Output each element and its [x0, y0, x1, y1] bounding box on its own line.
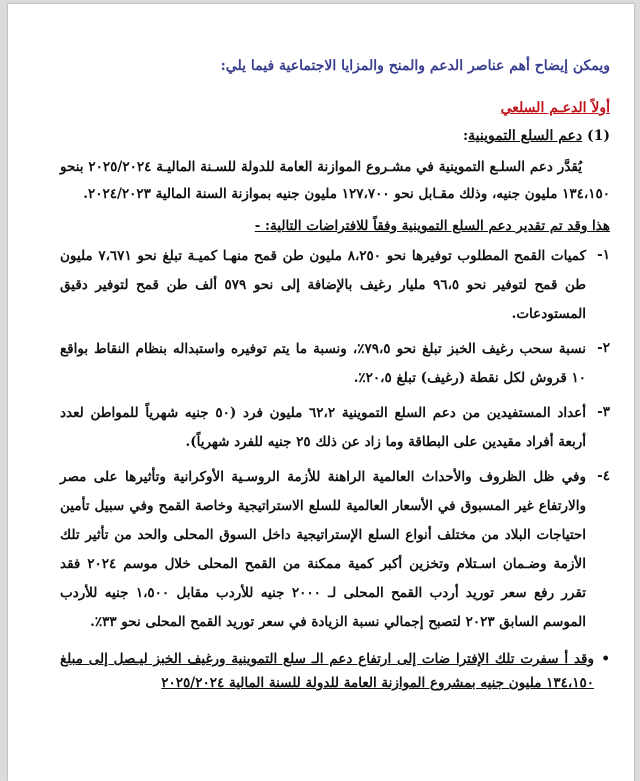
paragraph-subsidy-estimate: يُقدَّر دعم السلـع التموينية في مشـروع الموازنة العامة للدولة للسـنة الماليـة ٢٠٢٥/٢٠٢٤ بنحو ١٣٤،١٥٠ مليون جنيه، وذلك مقـابل نحو ١٢٧،٧٠٠ مليون جنيه بموازنة السنة المالية ٢٠٢٤/٢٠٢٣. — [60, 159, 610, 202]
list-item-text: نسبة سحب رغيف الخبز تبلغ نحو ٧٩،٥٪، ونسبة ما يتم توفيره واستبداله بنظام النقاط بواقع ١٠ قروش لكل نقطة (رغيف) تبلغ ٢٠،٥٪. — [60, 341, 586, 386]
intro-line: ويمكن إيضاح أهم عناصر الدعم والمنح والمزايا الاجتماعية فيما يلي: — [220, 58, 610, 74]
subsection-heading — [60, 128, 610, 144]
document-body — [60, 58, 610, 695]
subsection-colon: : — [463, 128, 469, 144]
assumptions-heading: هذا وقد تم تقدير دعم السلع التموينية وفقاً للافتراضات التالية: - — [254, 218, 610, 234]
list-item-text: أعداد المستفيدين من دعم السلع التموينية ٦٢،٢ مليون فرد (٥٠ جنيه شهرياً للمواطن لعدد أربعة أفراد مقيدين على البطاقة وما زاد عن ذلك ٢٥ جنيه للفرد شهرياً). — [60, 405, 586, 450]
list-item — [60, 399, 610, 457]
list-item-text: وفي ظل الظروف والأحداث العالمية الراهنة للأزمة الروسـية الأوكرانية وتأثيرها على مصر والارتفاع غير المسبوق في الأسعار العالمية للسلع الاستراتيجية وخاصة القمح وفي سبيل تأمين احتياجات البلاد من مختلف أنواع السلع الإستراتيجية داخل السوق المحلى والحد من تأثير تلك الأزمة وضـمان اسـتلام وتخزين أكبر كمية ممكنة من القمح المحلى خلال موسم ٢٠٢٤ فقد تقرر رفع سعر توريد أردب القمح المحلى لـ ٢٠٠٠ جنيه للأردب مقابل ١،٥٠٠ جنيه للأردب الموسم السابق ٢٠٢٣ لتصبح إجمالي نسبة الزيادة في سعر توريد القمح المحلى نحو ٣٣٪. — [60, 469, 586, 630]
section-heading: أولاً الدعـم السلعي — [500, 100, 610, 116]
list-item — [60, 463, 610, 637]
document-page — [8, 4, 634, 781]
subsection-number: (1) — [587, 128, 610, 144]
list-item — [60, 242, 610, 329]
subsection-title: دعم السلع التموينية — [468, 128, 583, 144]
list-item-number: ١- — [597, 247, 610, 263]
list-item-number: ٤- — [597, 468, 610, 484]
list-item-number: ٢- — [597, 340, 610, 356]
list-item-number: ٣- — [597, 404, 610, 420]
conclusion-text: وقد أ سفرت تلك الإفترا ضات إلى ارتفاع دعم الـ سلع التموينية ورغيف الخبز ليـصل إلى مبلغ ١٣٤،١٥٠ مليون جنيه بمشروع الموازنة العامة للدولة للسنة المالية ٢٠٢٥/٢٠٢٤ — [60, 651, 594, 691]
conclusion-bullet — [60, 647, 610, 695]
list-item — [60, 335, 610, 393]
list-item-text: كميات القمح المطلوب توفيرها نحو ٨،٢٥٠ مليون طن قمح منهـا كميـة تبلغ نحو ٧،٦٧١ مليون طن قمح لتوفير نحو ٩٦،٥ مليار رغيف بالإضافة إلى نحو ٥٧٩ ألف طن قمح لتوفير دقيق المستودعات. — [60, 248, 586, 322]
bullet-icon: • — [601, 651, 610, 667]
